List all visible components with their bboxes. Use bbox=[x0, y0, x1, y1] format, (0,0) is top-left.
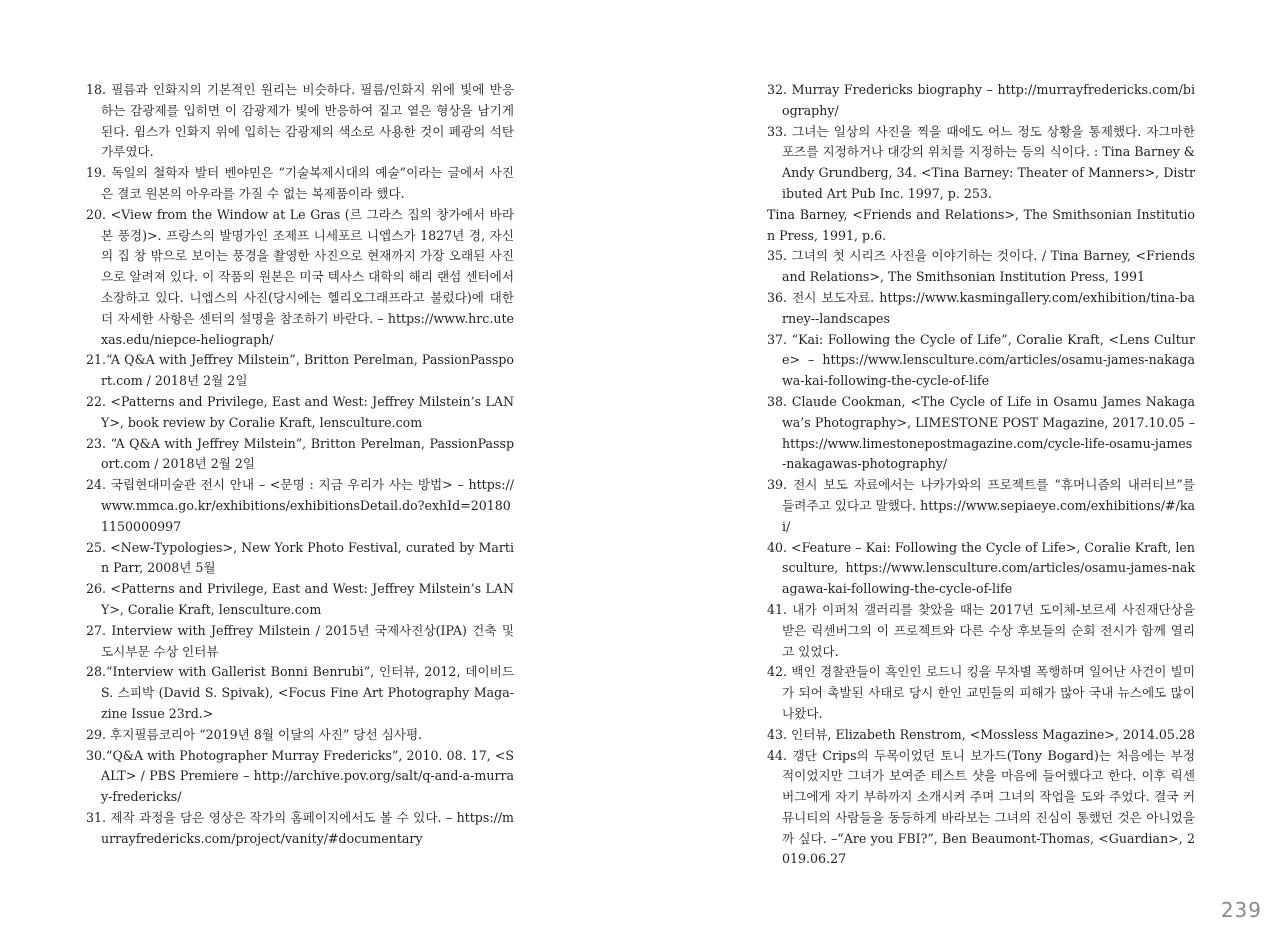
endnote: 19. 독일의 철학자 발터 벤야민은 “기술복제시대의 예술”이라는 글에서 사진은 결코 원본의 아우라를 가질 수 없는 복제품이라 했다. bbox=[86, 165, 514, 201]
endnote: 25. <New-Typologies>, New York Photo Festival, curated by Martin Parr, 2008년 5월 bbox=[86, 539, 514, 576]
left-notes-column bbox=[86, 80, 514, 849]
endnote: 38. Claude Cookman, <The Cycle of Life in Osamu James Nakagawa’s Photography>, LIMESTONE POST Magazine, 2017.10.05 – https://www.limestonepostmagazine.com/cycle-life-osamu-james-nakagawas-photography/ bbox=[767, 393, 1195, 472]
endnote: 37. “Kai: Following the Cycle of Life”, Coralie Kraft, <Lens Culture> – https://www.lensculture.com/articles/osamu-james-nakagawa-kai-following-the-cycle-of-life bbox=[767, 331, 1195, 389]
right-notes-column bbox=[767, 80, 1195, 870]
endnote: 21.“A Q&A with Jeffrey Milstein”, Britton Perelman, PassionPassport.com / 2018년 2월 2일 bbox=[86, 352, 514, 389]
endnote: 44. 갱단 Crips의 두목이었던 토니 보가드(Tony Bogard)는 처음에는 부정적이었지만 그녀가 보여준 테스트 샷을 마음에 들어했다고 한다. 이후 릭센버그에게 자기 부하까지 소개시켜 주며 그녀의 작업을 도와 주었다. 결국 커뮤니티의 사람들을 동등하게 바라보는 그녀의 진심이 통했던 것은 아니었을까 싶다. –“Are you FBI?”, Ben Beaumont-Thomas, <Guardian>, 2019.06.27 bbox=[767, 747, 1195, 867]
endnote: 24. 국립현대미술관 전시 안내 – <문명 : 지금 우리가 사는 방법> – https://www.mmca.go.kr/exhibitions/exhibitionsDetail.do?exhId=201801150000997 bbox=[86, 477, 514, 534]
endnote: 30.“Q&A with Photographer Murray Fredericks”, 2010. 08. 17, <SALT> / PBS Premiere – http://archive.pov.org/salt/q-and-a-murray-fredericks/ bbox=[86, 747, 514, 805]
endnote: 33. 그녀는 일상의 사진을 찍을 때에도 어느 정도 상황을 통제했다. 자그마한 포즈를 지정하거나 대강의 위치를 지정하는 등의 식이다. : Tina Barney & Andy Grundberg, 34. <Tina Barney: Theater of Manners>, Distributed Art Pub Inc. 1997, p. 253. bbox=[767, 123, 1195, 201]
endnote: 20. <View from the Window at Le Gras (르 그라스 집의 창가에서 바라본 풍경)>. 프랑스의 발명가인 조제프 니세포르 니엡스가 1827년 경, 자신의 집 창 밖으로 보이는 풍경을 촬영한 사진으로 현재까지 가장 오래된 사진으로 알려져 있다. 이 작품의 원본은 미국 텍사스 대학의 해리 랜섬 센터에서 소장하고 있다. 니엡스의 사진(당시에는 헬리오그래프라고 불렀다)에 대한 더 자세한 사항은 센터의 설명을 참조하기 바란다. – https://www.hrc.utexas.edu/niepce-heliograph/ bbox=[86, 206, 515, 347]
endnote: 22. <Patterns and Privilege, East and West: Jeffrey Milstein’s LANY>, book review by Coralie Kraft, lensculture.com bbox=[86, 393, 514, 430]
endnote: 27. Interview with Jeffrey Milstein / 2015년 국제사진상(IPA) 건축 및 도시부문 수상 인터뷰 bbox=[86, 622, 514, 659]
endnote: 32. Murray Fredericks biography – http://murrayfredericks.com/biography/ bbox=[767, 82, 1195, 118]
endnote: 42. 백인 경찰관들이 흑인인 로드니 킹을 무차별 폭행하며 일어난 사건이 빌미가 되어 촉발된 사태로 당시 한인 교민들의 피해가 많아 국내 뉴스에도 많이 나왔다. bbox=[767, 664, 1195, 721]
endnote: 31. 제작 과정을 담은 영상은 작가의 홈페이지에서도 볼 수 있다. – https://murrayfredericks.com/project/vanity/#documentary bbox=[86, 809, 514, 846]
endnote: 39. 전시 보도 자료에서는 나카가와의 프로젝트를 “휴머니즘의 내러티브”를 들려주고 있다고 말했다. https://www.sepiaeye.com/exhibitions/#/kai/ bbox=[767, 477, 1195, 534]
endnote: 23. “A Q&A with Jeffrey Milstein”, Britton Perelman, PassionPassport.com / 2018년 2월 2일 bbox=[86, 435, 514, 472]
endnote: 43. 인터뷰, Elizabeth Renstrom, <Mossless Magazine>, 2014.05.28 bbox=[767, 726, 1195, 742]
endnote: 41. 내가 이퍼처 갤러리를 찾았을 때는 2017년 도이체-보르세 사진재단상을 받은 릭센버그의 이 프로젝트와 다른 수상 후보들의 순회 전시가 함께 열리고 있었다. bbox=[767, 601, 1195, 659]
endnote: Tina Barney, <Friends and Relations>, The Smithsonian Institution Press, 1991, p.6. bbox=[767, 206, 1195, 243]
endnote: 28.“Interview with Gallerist Bonni Benrubi”, 인터뷰, 2012, 데이비드 S. 스피박 (David S. Spivak), <Focus Fine Art Photography Maga-zine Issue 23rd.> bbox=[86, 664, 514, 721]
endnote: 36. 전시 보도자료. https://www.kasmingallery.com/exhibition/tina-barney--landscapes bbox=[767, 289, 1195, 326]
page-number: 239 bbox=[1220, 898, 1262, 922]
endnote: 40. <Feature – Kai: Following the Cycle of Life>, Coralie Kraft, lensculture, https://www.lensculture.com/articles/osamu-james-nakagawa-kai-following-the-cycle-of-life bbox=[767, 539, 1195, 597]
endnote: 18. 필름과 인화지의 기본적인 원리는 비슷하다. 필름/인화지 위에 빛에 반응하는 감광제를 입히면 이 감광제가 빛에 반응하여 짙고 옅은 형상을 남기게 된다. 윔스가 인화지 위에 입히는 감광제의 색소로 사용한 것이 폐광의 석탄가루였다. bbox=[86, 82, 514, 160]
endnote: 35. 그녀의 첫 시리즈 사진을 이야기하는 것이다. / Tina Barney, <Friends and Relations>, The Smithsonian Institution Press, 1991 bbox=[767, 248, 1195, 285]
endnote: 29. 후지필름코리아 “2019년 8월 이달의 사진” 당선 심사평. bbox=[86, 726, 423, 742]
endnote: 26. <Patterns and Privilege, East and West: Jeffrey Milstein’s LANY>, Coralie Kraft, lensculture.com bbox=[86, 581, 514, 617]
